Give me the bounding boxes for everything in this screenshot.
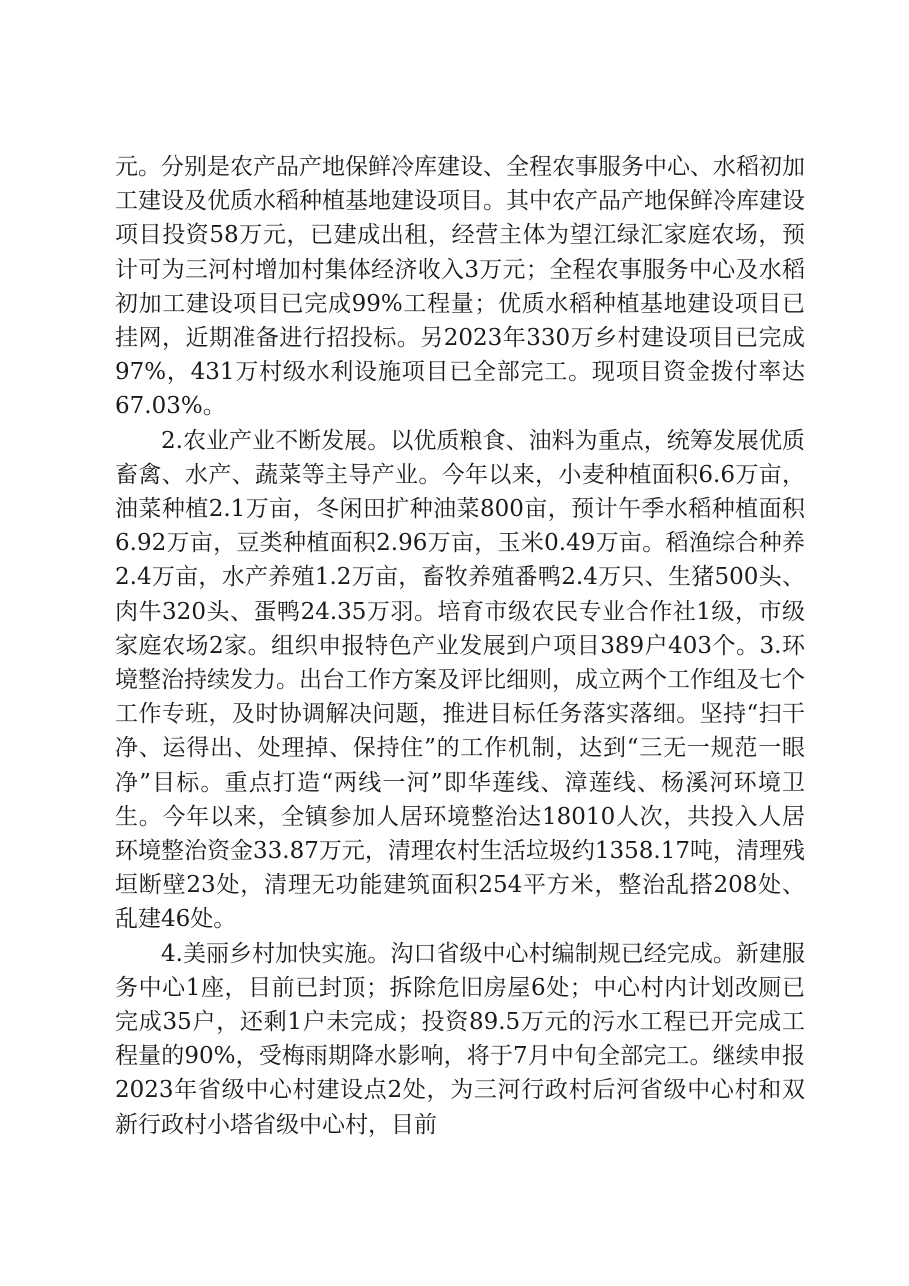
paragraph-agriculture-environment: 2.农业产业不断发展。以优质粮食、油料为重点，统筹发展优质畜禽、水产、蔬菜等主导产业。今年以来，小麦种植面积6.6万亩，油菜种植2.1万亩，冬闲田扩种油菜800亩，预计午季水稻种植面积6.92万亩，豆类种植面积2.96万亩，玉米0.49万亩。稻渔综合种养2.4万亩，水产养殖1.2万亩，畜牧养殖番鸭2.4万只、生猪500头、肉牛320头、蛋鸭24.35万羽。培育市级农民专业合作社1级，市级家庭农场2家。组织申报特色产业发展到户项目389户403个。3.环境整治持续发力。出台工作方案及评比细则，成立两个工作组及七个工作专班，及时协调解决问题，推进目标任务落实落细。坚持“扫干净、运得出、处理掉、保持住”的工作机制，达到“三无一规范一眼净”目标。重点打造“两线一河”即华莲线、漳莲线、杨溪河环境卫生。今年以来，全镇参加人居环境整治达18010人次，共投入人居环境整治资金33.87万元，清理农村生活垃圾约1358.17吨，清理残垣断壁23处，清理无功能建筑面积254平方米，整治乱搭208处、乱建46处。 <box>115 427 805 933</box>
paragraph-project-funding: 元。分别是农产品产地保鲜冷库建设、全程农事服务中心、水稻初加工建设及优质水稻种植基地建设项目。其中农产品产地保鲜冷库建设项目投资58万元，已建成出租，经营主体为望江绿汇家庭农场，预计可为三河村增加村集体经济收入3万元；全程农事服务中心及水稻初加工建设项目已完成99%工程量；优质水稻种植基地建设项目已挂网，近期准备进行招投标。另2023年330万乡村建设项目已完成97%，431万村级水利设施项目已全部完工。现项目资金拨付率达67.03%。 <box>115 154 805 420</box>
paragraph-beautiful-village: 4.美丽乡村加快实施。沟口省级中心村编制规已经完成。新建服务中心1座，目前已封顶；拆除危旧房屋6处；中心村内计划改厕已完成35户，还剩1户未完成；投资89.5万元的污水工程已开完成工程量的90%，受梅雨期降水影响，将于7月中旬全部完工。继续申报2023年省级中心村建设点2处，为三河行政村后河省级中心村和双新行政村小塔省级中心村，目前 <box>115 940 805 1138</box>
document-body <box>115 150 805 1142</box>
